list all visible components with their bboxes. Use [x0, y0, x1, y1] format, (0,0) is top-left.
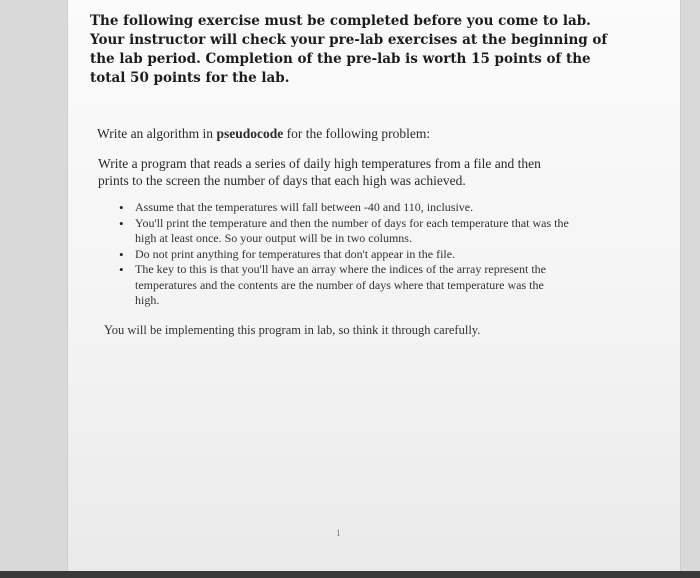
requirement-item: • The key to this is that you'll have an array where the indices of the array represent the temperatures and the contents are the number of days where that temperature was the high. [119, 262, 571, 309]
requirements-list [119, 200, 571, 309]
instruction-line [97, 126, 430, 142]
instruction-prefix: Write an algorithm in [97, 126, 217, 141]
document-page [68, 0, 680, 572]
prelab-notice: The following exercise must be completed before you come to lab. Your instructor will check your pre-lab exercises at the beginning of the lab period. Completion of the pre-lab is worth 15 points of the total 50 points for the lab. [90, 13, 608, 86]
instruction-suffix: for the following problem: [283, 126, 431, 141]
page-number: 1 [336, 528, 341, 538]
requirement-item: • Assume that the temperatures will fall between -40 and 110, inclusive. [119, 200, 571, 216]
problem-statement: Write a program that reads a series of daily high temperatures from a file and then prints to the screen the number of days that each high was achieved. [98, 156, 541, 188]
desk-edge [0, 571, 700, 578]
instruction-emphasis: pseudocode [216, 126, 284, 141]
requirement-item: • You'll print the temperature and then the number of days for each temperature that was the high at least once. So your output will be in two columns. [119, 216, 571, 247]
closing-note: You will be implementing this program in lab, so think it through carefully. [104, 323, 481, 337]
requirement-item: • Do not print anything for temperatures that don't appear in the file. [119, 247, 571, 263]
